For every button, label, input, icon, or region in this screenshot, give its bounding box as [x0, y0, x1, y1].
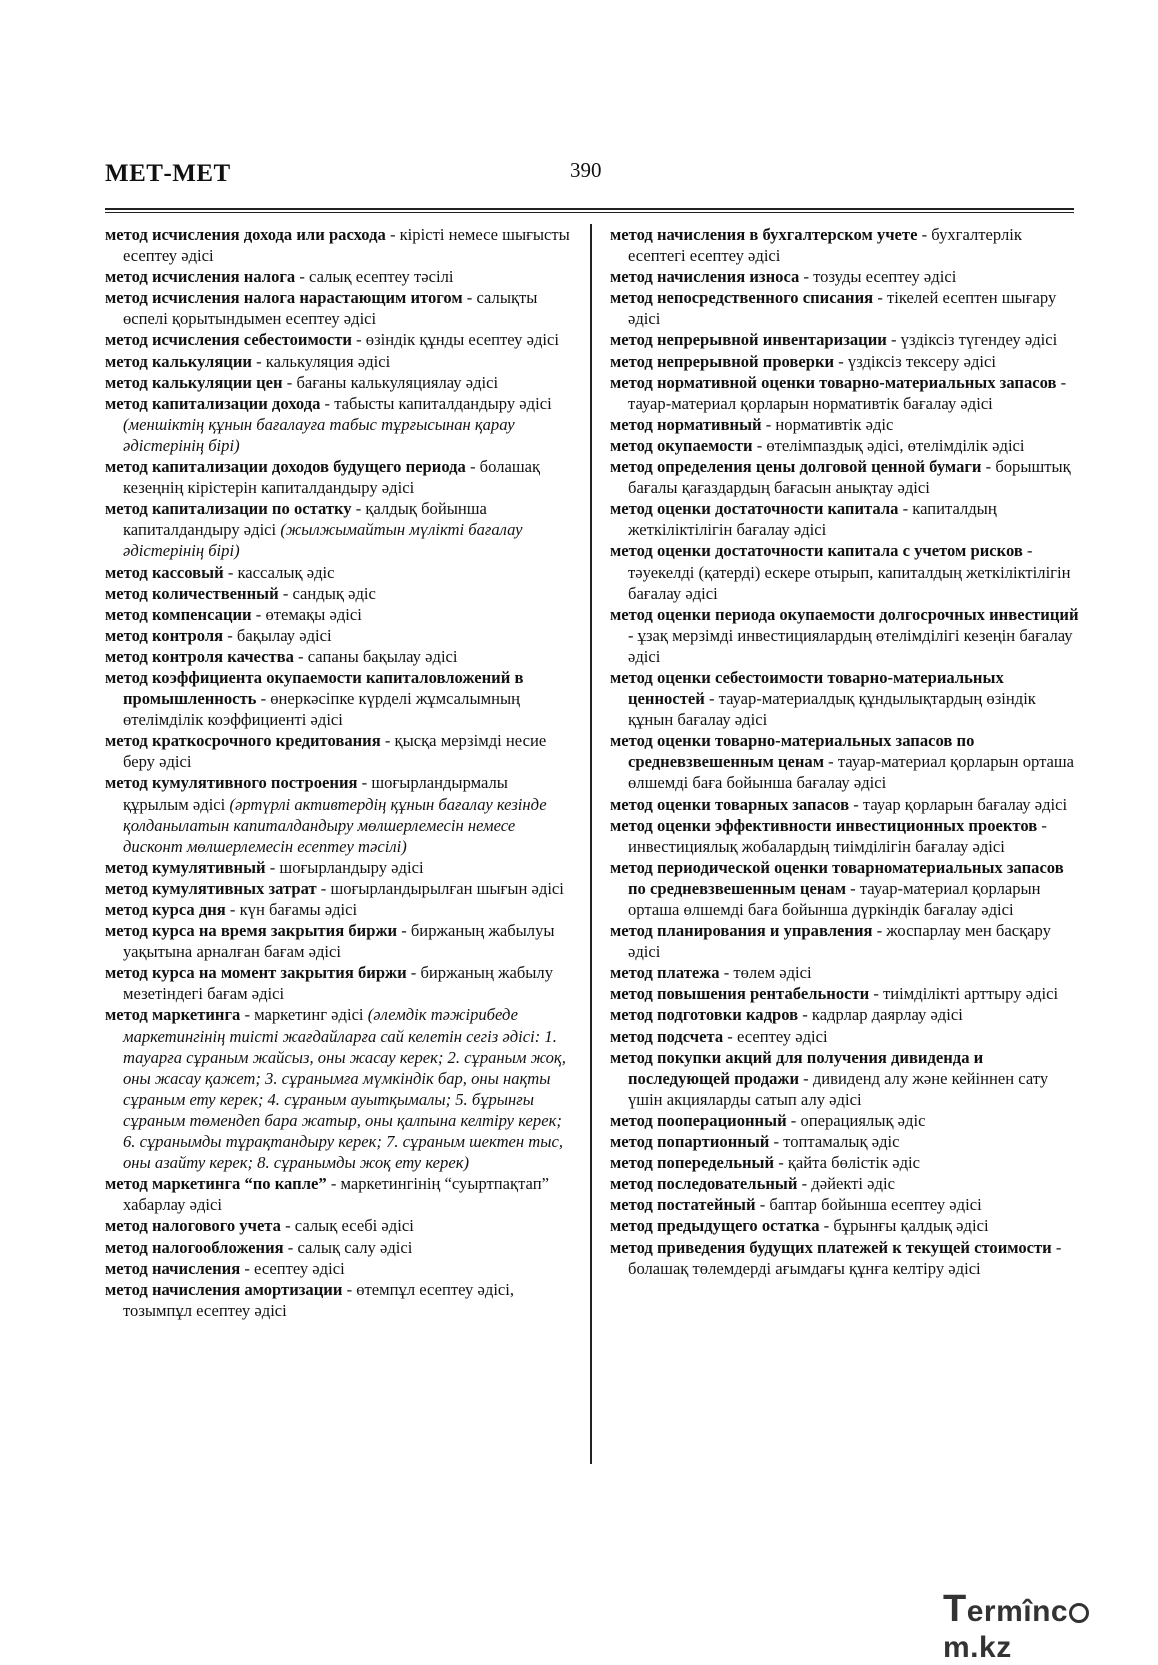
running-head: МЕТ-МЕТ [105, 160, 231, 187]
dictionary-entry [610, 667, 1080, 730]
entry-definition: - тікелей есептен шығару әдісі [628, 288, 1057, 329]
entry-term: метод попартионный [610, 1132, 770, 1152]
entry-term: метод коэффициента окупаемости капиталовложений в промышленность [105, 667, 524, 709]
entry-term: метод налогового учета [105, 1216, 281, 1236]
entry-definition: - тауар-материалдық құндылықтардың өзіндік құнын бағалау әдісі [628, 689, 1036, 730]
page-header [105, 158, 1074, 214]
dictionary-entry [105, 646, 571, 667]
entry-definition: - бақылау әдісі [223, 625, 332, 645]
dictionary-entry [610, 1215, 1080, 1236]
entry-definition: - күн бағамы әдісі [225, 900, 358, 919]
dictionary-entry [105, 962, 571, 1004]
entry-term: метод капитализации дохода [105, 393, 321, 413]
dictionary-entry [105, 625, 571, 646]
entry-term: метод контроля [105, 625, 224, 645]
dictionary-entry [105, 583, 571, 604]
entry-term: метод окупаемости [610, 435, 753, 455]
entry-definition: - кірісті немесе шығысты есептеу әдісі [123, 225, 570, 266]
entry-definition: - маркетинг әдісі [240, 1005, 368, 1025]
dictionary-entry [105, 772, 571, 856]
entry-term: метод маркетинга “по капле” [105, 1174, 327, 1194]
logo-text-middle: ermînc [966, 1595, 1069, 1628]
entry-term: метод курса дня [105, 900, 226, 919]
logo-letter-t: T [943, 1588, 967, 1630]
entry-definition: - тиімділікті арттыру әдісі [869, 984, 1059, 1004]
dictionary-entry [105, 857, 571, 878]
dictionary-entry [105, 224, 571, 266]
entry-definition: - салықты өспелі қорытындымен есептеу әдісі [123, 288, 538, 329]
entry-term: метод определения цены долговой ценной бумаги [610, 457, 982, 477]
entry-definition: - табысты капиталдандыру әдісі [320, 393, 552, 413]
dictionary-entry [610, 1047, 1080, 1110]
entry-term: метод начисления износа [610, 267, 800, 287]
entry-term: метод калькуляции цен [105, 372, 283, 392]
entry-term: метод повышения рентабельности [610, 984, 870, 1004]
logo-ring-icon [1069, 1603, 1089, 1623]
entry-definition: - өтемпұл есептеу әдісі, тозымпұл есептеу әдісі [123, 1279, 515, 1320]
entry-term: метод нормативный [610, 414, 762, 434]
entry-definition: - калькуляция әдісі [251, 351, 391, 371]
dictionary-entry [105, 899, 571, 920]
entry-definition: - есептеу әдісі [240, 1258, 345, 1278]
dictionary-entry [610, 604, 1080, 667]
entry-definition: - биржаның жабылуы уақытына арналған бағам әдісі [123, 921, 555, 962]
entry-term: метод подготовки кадров [610, 1005, 799, 1025]
entry-term: метод исчисления налога [105, 267, 296, 287]
entry-definition: - нормативтік әдіс [761, 414, 894, 434]
entry-term: метод начисления [105, 1258, 241, 1278]
entry-definition: - ұзақ мерзімді инвестициялардың өтелімділігі кезеңін бағалау әдісі [628, 625, 1073, 666]
entry-term: метод оценки достаточности капитала [610, 499, 899, 519]
entry-definition: - тауар-материал қорларын орташа өлшемді баға бойынша бағалау әдісі [628, 752, 1075, 793]
entry-term: метод постатейный [610, 1195, 756, 1215]
dictionary-entry [610, 920, 1080, 962]
entry-definition: - қысқа мерзімді несие беру әдісі [123, 731, 547, 772]
entry-term: метод платежа [610, 963, 720, 983]
dictionary-entry [610, 730, 1080, 793]
entry-term: метод пооперационный [610, 1110, 787, 1130]
dictionary-entry [610, 329, 1080, 350]
entry-definition: - сандық әдіс [278, 583, 376, 603]
entry-note: (жылжымайтын мүлікті бағалау әдістерінің бірі) [123, 520, 523, 561]
entry-term: метод маркетинга [105, 1005, 241, 1025]
entry-definition: - шоғырландыру әдісі [265, 857, 424, 877]
entry-definition: - тауар-материал қорларын нормативтік бағалау әдісі [628, 372, 1067, 413]
entry-term: метод кумулятивного построения [105, 773, 358, 793]
entry-definition: - бұрынғы қалдық әдісі [819, 1216, 989, 1236]
entry-definition: - кадрлар даярлау әдісі [798, 1005, 963, 1025]
entry-term: метод исчисления себестоимости [105, 330, 352, 350]
entry-term: метод количественный [105, 583, 279, 603]
dictionary-entry [610, 1173, 1080, 1194]
dictionary-entry [105, 920, 571, 962]
entry-term: метод периодической оценки товарноматериальных запасов по средневзвешенным ценам [610, 857, 1064, 898]
dictionary-entry [105, 372, 571, 393]
dictionary-entry [610, 794, 1080, 815]
entry-definition: - бухгалтерлік есептегі есептеу әдісі [628, 225, 1022, 266]
entry-definition: - есептеу әдісі [723, 1026, 828, 1046]
entry-term: метод оценки эффективности инвестиционных проектов [610, 815, 1038, 835]
terminkom-logo [943, 1588, 1155, 1664]
entry-definition: - сапаны бақылау әдісі [293, 646, 458, 666]
entry-term: метод краткосрочного кредитования [105, 731, 381, 751]
entry-definition: - қайта бөлістік әдіс [774, 1153, 920, 1173]
entry-term: метод непрерывной инвентаризации [610, 330, 887, 350]
dictionary-entry [105, 351, 571, 372]
dictionary-entry [610, 498, 1080, 540]
entry-definition: - болашақ кезеңнің кірістерін капиталдандыру әдісі [123, 457, 541, 498]
entry-term: метод калькуляции [105, 351, 252, 371]
entry-note: (әлемдік тәжірибеде маркетингінің тиісті жағдайларға сай келетін сегіз әдісі: 1. тауарға сұраным жайсыз, оны жасау керек; 2. сұраным жоқ, оны жасау қажет; 3. сұранымға мүмкіндік бар, оны нақты сұраным ету керек; 4. сұраным ауытқымалы; 5. бұрынғы сұраным төмендеп бара жатыр, оны қалпына келтіру керек; 6. сұранымды тұрақтандыру керек; 7. сұраным шектен тыс, оны азайту керек; 8. сұранымды жоқ ету керек) [123, 1005, 566, 1173]
dictionary-entry [105, 498, 571, 561]
entry-definition: - өнеркәсіпке күрделі жұмсалымның өтелімділік коэффициенті әдісі [123, 689, 521, 730]
entry-note: (әртүрлі активтердің құнын бағалау кезінде қолданылатын капиталдандыру мөлшерлемесін немесе дисконт мөлшерлемесін есептеу тәсілі) [123, 794, 547, 856]
entry-term: метод нормативной оценки товарно-материальных запасов [610, 372, 1057, 392]
entry-term: метод контроля качества [105, 646, 294, 666]
entry-definition: - операциялық әдіс [786, 1110, 926, 1130]
entry-definition: - салық есебі әдісі [280, 1216, 414, 1236]
entry-definition: - жоспарлау мен басқару әдісі [628, 921, 1051, 962]
column-divider [590, 224, 592, 1464]
dictionary-entry [610, 1131, 1080, 1152]
dictionary-entry [610, 983, 1080, 1004]
dictionary-entry [610, 224, 1080, 266]
dictionary-entry [610, 1194, 1080, 1215]
entry-definition: - шоғырландырылған шығын әдісі [316, 878, 564, 898]
dictionary-entry [105, 1237, 571, 1258]
entry-definition: - инвестициялық жобалардың тиімділігін бағалау әдісі [628, 815, 1047, 856]
entry-term: метод подсчета [610, 1026, 724, 1046]
entry-term: метод приведения будущих платежей к текущей стоимости [610, 1237, 1052, 1257]
dictionary-entry [105, 287, 571, 329]
entry-term: метод налогообложения [105, 1237, 284, 1257]
dictionary-entry [610, 435, 1080, 456]
entry-term: метод начисления в бухгалтерском учете [610, 225, 918, 244]
entry-definition: - маркетингінің “суыртпақтап” хабарлау әдісі [123, 1174, 549, 1215]
entry-term: метод непосредственного списания [610, 288, 874, 308]
entry-definition: - үздіксіз тексеру әдісі [834, 351, 996, 371]
entry-definition: - дивиденд алу және кейіннен сату үшін акцияларды сатып алу әдісі [628, 1068, 1049, 1109]
entry-term: метод компенсации [105, 604, 252, 624]
dictionary-entry [610, 456, 1080, 498]
entry-definition: - салық есептеу тәсілі [295, 267, 454, 287]
dictionary-entry [610, 540, 1080, 603]
entry-definition: - топтамалық әдіс [769, 1132, 900, 1152]
entry-definition: - тозуды есептеу әдісі [799, 267, 957, 287]
entry-definition: - дәйекті әдіс [797, 1174, 895, 1194]
entry-term: метод попередельный [610, 1153, 775, 1173]
dictionary-entry [105, 878, 571, 899]
entry-term: метод кассовый [105, 562, 224, 582]
entry-term: метод оценки товарно-материальных запасов по средневзвешенным ценам [610, 731, 975, 772]
entry-definition: - тәуекелді (қатерді) ескере отырып, капиталдың жеткіліктілігін бағалау әдісі [628, 541, 1071, 603]
entry-definition: - үздіксіз түгендеу әдісі [886, 330, 1058, 350]
dictionary-entry [105, 562, 571, 583]
entry-definition: - қалдық бойынша капиталдандыру әдісі [123, 499, 487, 540]
entry-term: метод курса на момент закрытия биржи [105, 963, 407, 983]
entry-term: метод оценки периода окупаемости долгосрочных инвестиций [610, 604, 1079, 624]
dictionary-entry [105, 1215, 571, 1236]
entry-definition: - тауар-материал қорларын орташа өлшемді баға бойынша дүркіндік бағалау әдісі [628, 878, 1041, 919]
entry-term: метод капитализации по остатку [105, 499, 352, 519]
right-column [610, 224, 1080, 1279]
dictionary-entry [105, 1258, 571, 1279]
dictionary-entry [610, 1026, 1080, 1047]
dictionary-entry [105, 667, 571, 730]
entry-definition: - бағаны калькуляциялау әдісі [282, 372, 499, 392]
header-rule [105, 208, 1074, 213]
entry-term: метод исчисления дохода или расхода [105, 225, 386, 244]
dictionary-entry [610, 266, 1080, 287]
dictionary-entry [105, 1004, 571, 1173]
dictionary-entry [105, 1279, 571, 1321]
entry-term: метод кумулятивный [105, 857, 266, 877]
entry-definition: - болашақ төлемдерді ағымдағы құнға келтіру әдісі [628, 1237, 1062, 1278]
entry-note: (меншіктің құнын бағалауға табыс тұрғысынан қарау әдістерінің бірі) [123, 414, 515, 455]
entry-term: метод оценки достаточности капитала с учетом рисков [610, 541, 1023, 561]
dictionary-entry [610, 1152, 1080, 1173]
logo-text-end: m.kz [943, 1631, 1012, 1664]
entry-definition: - шоғырландырмалы құрылым әдісі [123, 773, 508, 814]
entry-definition: - тауар қорларын бағалау әдісі [849, 794, 1068, 814]
dictionary-entry [610, 287, 1080, 329]
dictionary-entry [105, 266, 571, 287]
entry-term: метод покупки акций для получения дивиденда и последующей продажи [610, 1047, 984, 1088]
dictionary-entry [610, 1004, 1080, 1025]
entry-term: метод оценки себестоимости товарно-материальных ценностей [610, 667, 1004, 709]
entry-definition: - капиталдың жеткіліктілігін бағалау әдісі [628, 499, 997, 540]
dictionary-entry [610, 962, 1080, 983]
dictionary-entry [610, 1237, 1080, 1279]
dictionary-entry [105, 730, 571, 772]
entry-term: метод капитализации доходов будущего периода [105, 457, 466, 477]
entry-definition: - салық салу әдісі [283, 1237, 413, 1257]
entry-definition: - кассалық әдіс [223, 562, 335, 582]
entry-definition: - биржаның жабылу мезетіндегі бағам әдісі [123, 963, 553, 1004]
entry-term: метод планирования и управления [610, 921, 873, 941]
dictionary-entry [610, 815, 1080, 857]
dictionary-entry [105, 604, 571, 625]
entry-term: метод непрерывной проверки [610, 351, 835, 371]
dictionary-entry [105, 1173, 571, 1215]
dictionary-entry [105, 393, 571, 456]
entry-definition: - төлем әдісі [719, 963, 812, 983]
dictionary-entry [610, 1110, 1080, 1131]
entry-definition: - өтелімпаздық әдісі, өтелімділік әдісі [752, 435, 1025, 455]
entry-term: метод предыдущего остатка [610, 1216, 820, 1236]
entry-term: метод последовательный [610, 1174, 798, 1194]
dictionary-entry [105, 456, 571, 498]
dictionary-entry [610, 351, 1080, 372]
entry-term: метод курса на время закрытия биржи [105, 921, 398, 941]
entry-term: метод кумулятивных затрат [105, 878, 317, 898]
page-number: 390 [570, 158, 602, 182]
dictionary-entry [105, 329, 571, 350]
dictionary-entry [610, 857, 1080, 920]
entry-definition: - борыштық бағалы қағаздардың бағасын анықтау әдісі [628, 457, 1071, 498]
entry-definition: - өзіндік құнды есептеу әдісі [351, 330, 559, 350]
dictionary-entry [610, 414, 1080, 435]
entry-definition: - өтемақы әдісі [251, 604, 362, 624]
entry-term: метод оценки товарных запасов [610, 794, 850, 814]
left-column [105, 224, 571, 1321]
dictionary-entry [610, 372, 1080, 414]
entry-definition: - баптар бойынша есептеу әдісі [755, 1195, 982, 1215]
entry-term: метод исчисления налога нарастающим итогом [105, 288, 463, 308]
entry-term: метод начисления амортизации [105, 1279, 343, 1299]
